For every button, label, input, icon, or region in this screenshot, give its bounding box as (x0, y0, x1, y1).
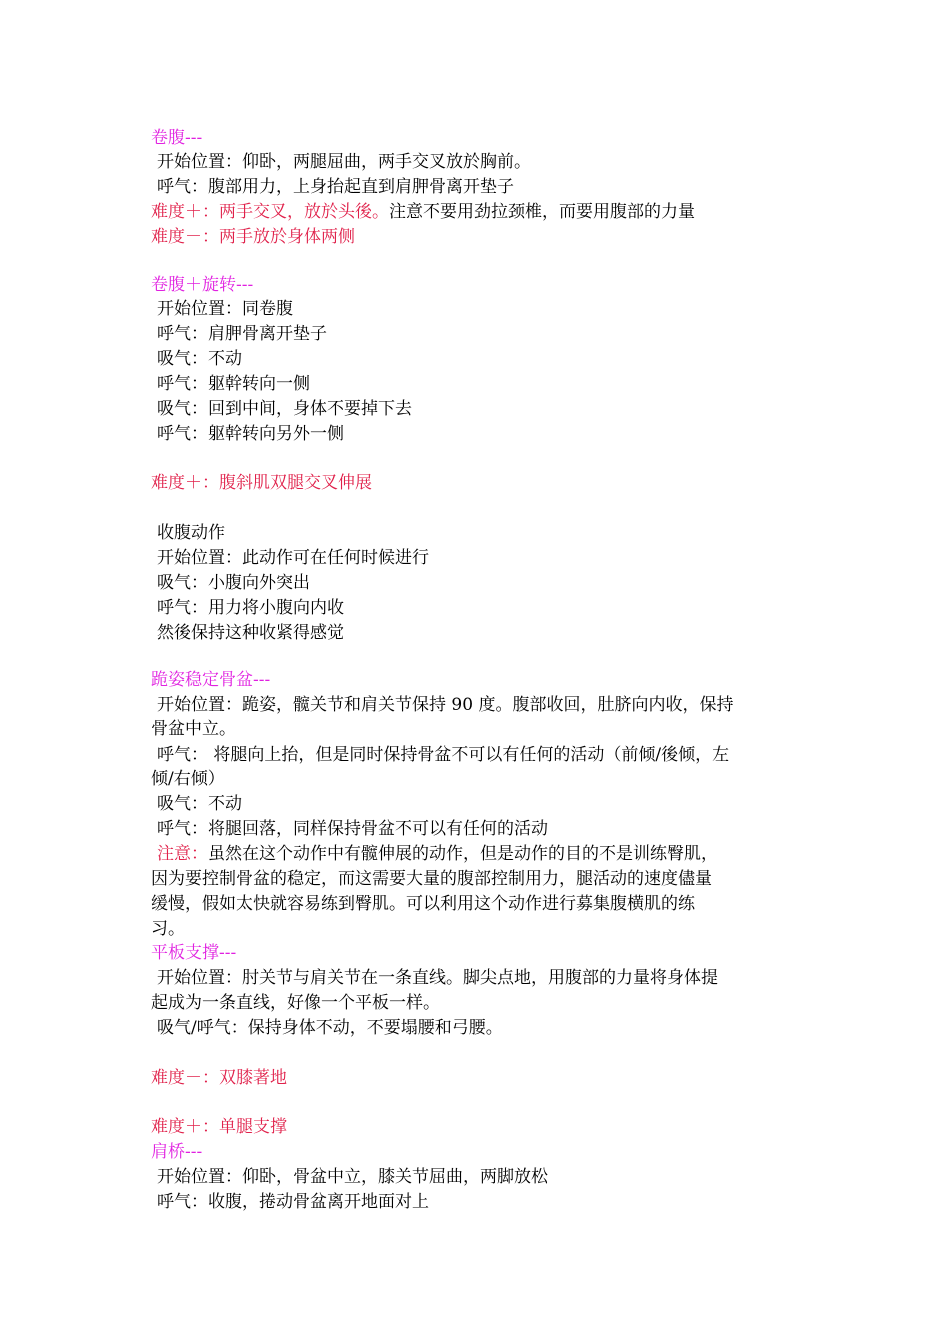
section-title-guizi: 跪姿稳定骨盆--- (151, 670, 271, 690)
rotate-step: 呼气：肩胛骨离开垫子 (157, 324, 327, 344)
section-title-juanfu-rotate: 卷腹＋旋转--- (151, 275, 254, 295)
shoufu-step: 开始位置：此动作可在任何时候进行 (157, 548, 429, 568)
section-title-pingban: 平板支撑--- (151, 943, 237, 963)
shoufu-step: 然後保持这种收紧得感觉 (157, 623, 344, 643)
section-title-juanfu: 卷腹--- (151, 128, 203, 148)
juanfu-harder (151, 200, 811, 224)
shoufu-step: 吸气：小腹向外突出 (157, 573, 310, 593)
guizi-note-line2: 因为要控制骨盆的稳定，而这需要大量的腹部控制用力，腿活动的速度儘量 (151, 869, 712, 889)
guizi-note-line1 (157, 842, 817, 866)
rotate-step: 吸气：不动 (157, 349, 242, 369)
guizi-exhale1-line2: 倾/右倾） (151, 769, 225, 789)
rotate-step: 呼气：躯幹转向另外一侧 (157, 424, 344, 444)
guizi-note-line3: 缓慢，假如太快就容易练到臀肌。可以利用这个动作进行募集腹横肌的练 (151, 894, 695, 914)
shoufu-step: 呼气：用力将小腹向内收 (157, 598, 344, 618)
juanfu-easier: 难度－：两手放於身体两侧 (151, 227, 355, 247)
jianqiao-exhale: 呼气：收腹，捲动骨盆离开地面对上 (157, 1192, 429, 1212)
shoufu-title: 收腹动作 (157, 523, 225, 543)
guizi-note-line4: 习。 (151, 919, 185, 939)
guizi-start-line2: 骨盆中立。 (151, 719, 236, 739)
pingban-easier: 难度－：双膝著地 (151, 1068, 287, 1088)
juanfu-start: 开始位置：仰卧，两腿屈曲，两手交叉放於胸前。 (157, 152, 531, 172)
rotate-step: 开始位置：同卷腹 (157, 299, 293, 319)
guizi-note-text: 虽然在这个动作中有髋伸展的动作，但是动作的目的不是训练臀肌， (208, 844, 718, 864)
jianqiao-start: 开始位置：仰卧，骨盆中立，膝关节屈曲，两脚放松 (157, 1167, 548, 1187)
juanfu-exhale: 呼气：腹部用力，上身抬起直到肩胛骨离开垫子 (157, 177, 514, 197)
rotate-step: 吸气：回到中间，身体不要掉下去 (157, 399, 412, 419)
juanfu-harder-label: 难度＋：两手交叉，放於头後。 (151, 202, 389, 222)
guizi-exhale1-line1: 呼气： 将腿向上抬，但是同时保持骨盆不可以有任何的活动（前倾/後倾，左 (157, 745, 730, 765)
pingban-harder: 难度＋：单腿支撑 (151, 1117, 287, 1137)
pingban-start-line2: 起成为一条直线，好像一个平板一样。 (151, 993, 440, 1013)
guizi-inhale: 吸气：不动 (157, 794, 242, 814)
guizi-start-line1: 开始位置：跪姿，髋关节和肩关节保持 90 度。腹部收回，肚脐向内收，保持 (157, 695, 734, 715)
guizi-exhale2: 呼气：将腿回落，同样保持骨盆不可以有任何的活动 (157, 819, 548, 839)
pingban-start-line1: 开始位置：肘关节与肩关节在一条直线。脚尖点地，用腹部的力量将身体提 (157, 968, 718, 988)
juanfu-harder-note: 注意不要用劲拉颈椎，而要用腹部的力量 (389, 202, 695, 222)
section-title-jianqiao: 肩桥--- (151, 1142, 203, 1162)
guizi-note-label: 注意： (157, 844, 208, 864)
pingban-breath: 吸气/呼气：保持身体不动，不要塌腰和弓腰。 (157, 1018, 503, 1038)
rotate-step: 呼气：躯幹转向一侧 (157, 374, 310, 394)
rotate-harder: 难度＋：腹斜肌双腿交叉伸展 (151, 473, 372, 493)
